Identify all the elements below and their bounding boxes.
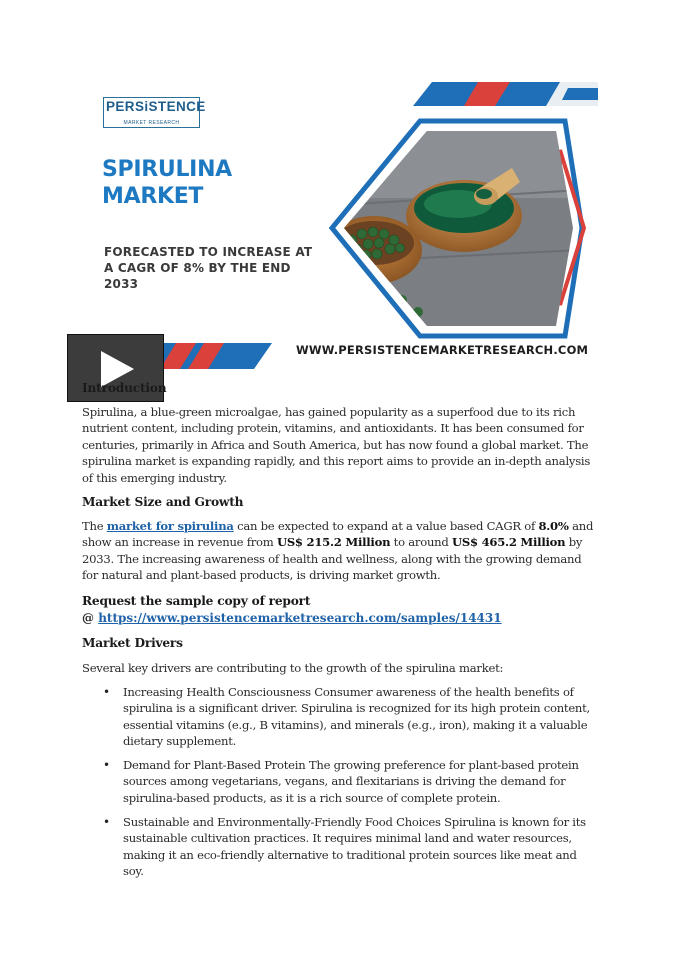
banner-website: WWW.PERSISTENCEMARKETRESEARCH.COM	[296, 343, 589, 357]
banner-forecast: FORECASTED TO INCREASE AT A CAGR OF 8% BY THE END 2033	[104, 245, 313, 291]
revenue-to: US$ 465.2 Million	[452, 535, 566, 550]
spirulina-photo	[326, 128, 580, 328]
revenue-from: US$ 215.2 Million	[276, 535, 391, 550]
logo-subtitle: MARKET RESEARCH	[123, 120, 180, 126]
banner-title-line2: MARKET	[102, 184, 204, 209]
cagr-value: 8.0%	[538, 519, 569, 533]
sample-request-text: Request the sample copy of report	[82, 594, 311, 608]
driver-item: Sustainable and Environmentally-Friendly Food Choices Spirulina is known for its sustainable cultivation practices. It requires minimal land and water resources, making it an eco-friendly alternative to traditional protein sources like meat and soy.	[123, 815, 586, 879]
bullet-marker: •	[103, 685, 111, 699]
sample-request-link[interactable]: https://www.persistencemarketresearch.com/samples/14431	[98, 611, 502, 625]
bullet-marker: •	[103, 815, 111, 829]
market-drivers-intro: Several key drivers are contributing to the growth of the spirulina market:	[82, 661, 504, 675]
market-size-heading: Market Size and Growth	[82, 495, 244, 509]
intro-paragraph: Spirulina, a blue-green microalgae, has gained popularity as a superfood due to its rich nutrient content, including protein, vitamins, and antioxidants. It has been consumed for centuries, primarily in Africa and South America, but has now found a global market. The spirulina market is expanding rapidly, and this report aims to provide an in-depth analysis of this emerging industry.	[82, 405, 591, 485]
driver-item: Increasing Health Consciousness Consumer awareness of the health benefits of spirulina is a significant driver. Spirulina is recognized for its high protein content, essential vitamins (e.g., B vitamins), and minerals (e.g., iron), making it a valuable dietary supplement.	[123, 685, 590, 749]
intro-heading: Introduction	[82, 381, 167, 395]
sample-request-line: @ https://www.persistencemarketresearch.com/samples/14431	[82, 611, 502, 625]
market-drivers-heading: Market Drivers	[82, 636, 183, 650]
bullet-marker: •	[103, 758, 111, 772]
banner-title	[102, 156, 232, 210]
market-size-paragraph: The market for spirulina can be expected to expand at a value based CAGR of 8.0% and show an increase in revenue from US$ 215.2 Million to around US$ 465.2 Million by 2033. The increasing awareness of health and wellness, along with the growing demand for natural and plant-based products, is driving market growth.	[82, 519, 594, 583]
bottom-left-stripes	[148, 343, 272, 369]
banner-title-line1: SPIRULINA	[102, 157, 232, 182]
market-for-spirulina-link[interactable]: market for spirulina	[106, 519, 234, 533]
driver-item: Demand for Plant-Based Protein The growing preference for plant-based protein sources among vegetarians, vegans, and flexitarians is driving the demand for spirulina-based products, as it is a rich source of complete protein.	[123, 758, 579, 805]
logo: PERSiSTENCE	[106, 99, 206, 114]
top-right-stripes	[413, 82, 598, 106]
